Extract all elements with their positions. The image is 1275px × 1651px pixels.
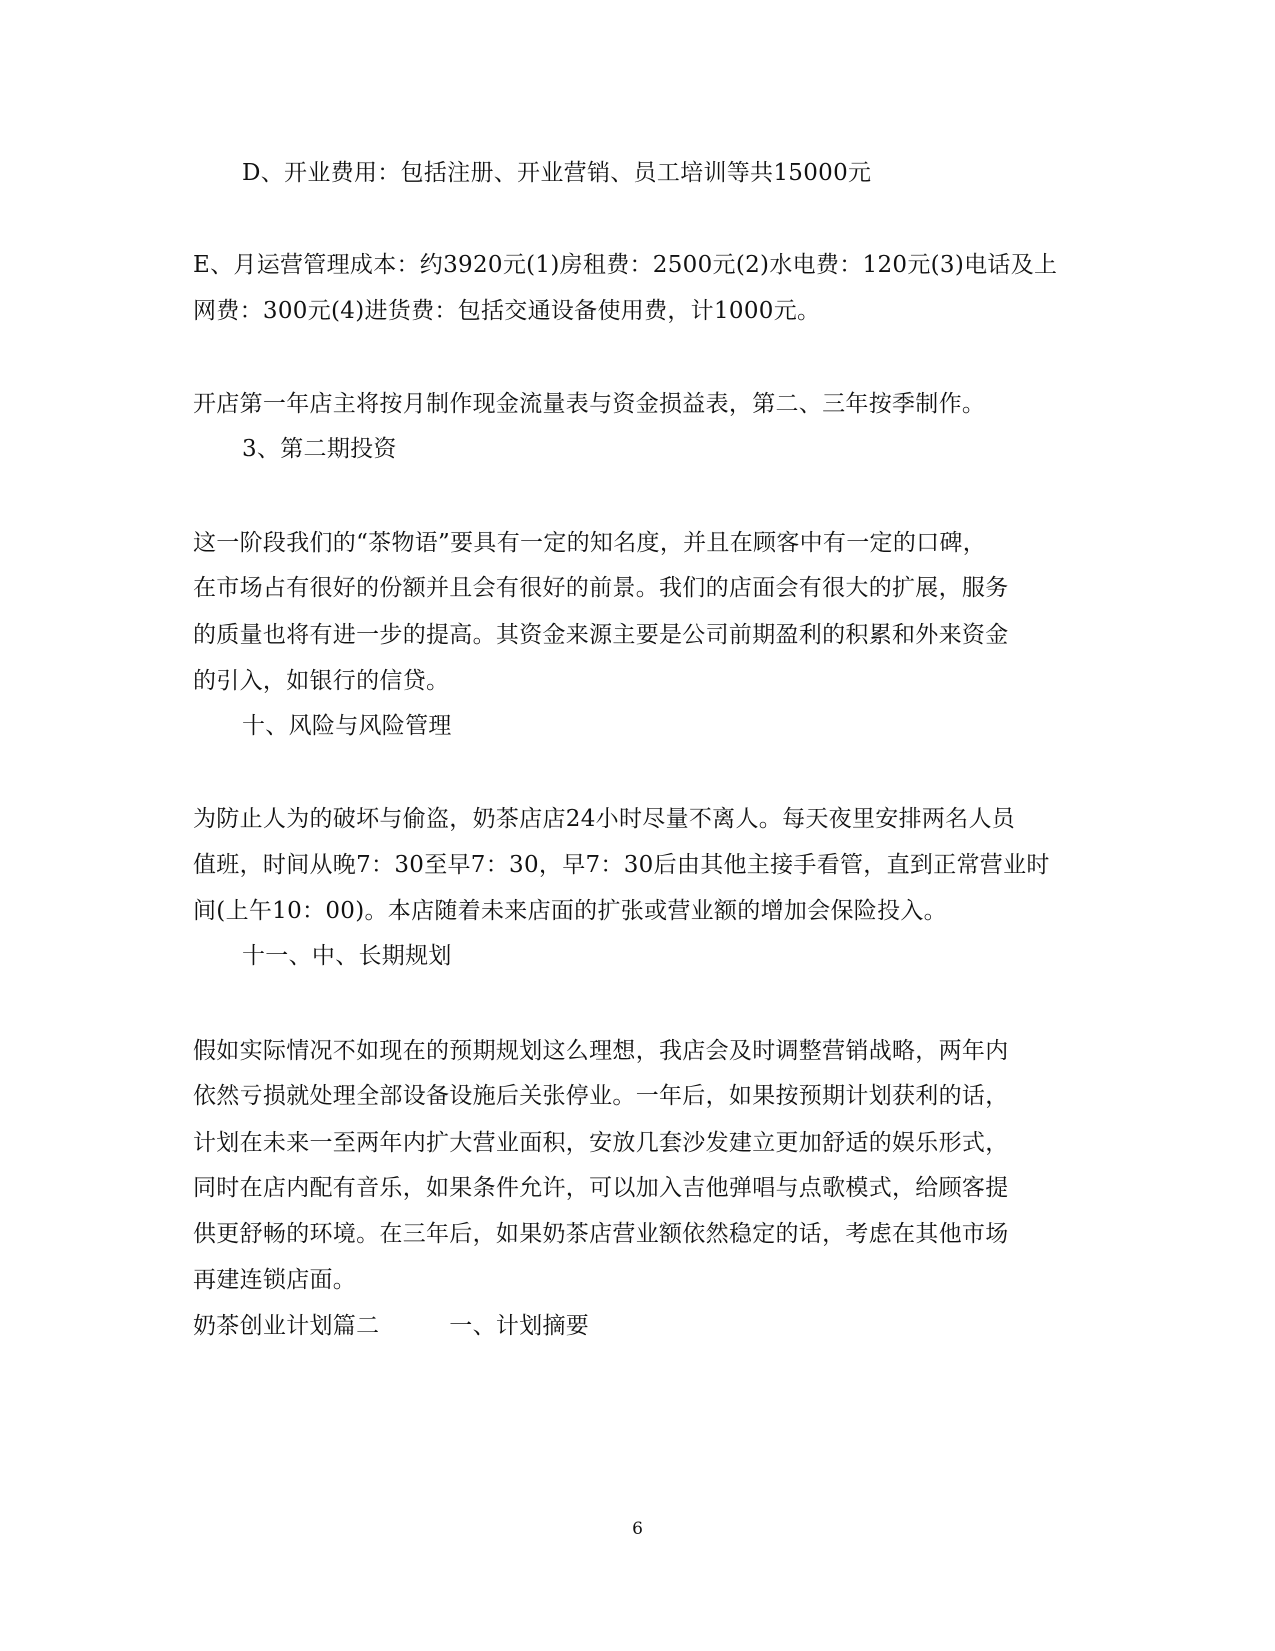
paragraph-line: 的质量也将有进一步的提高。其资金来源主要是公司前期盈利的积累和外来资金 bbox=[193, 622, 1009, 648]
paragraph-line: 依然亏损就处理全部设备设施后关张停业。一年后，如果按预期计划获利的话， bbox=[193, 1083, 1009, 1109]
paragraph-line: 计划在未来一至两年内扩大营业面积，安放几套沙发建立更加舒适的娱乐形式， bbox=[193, 1130, 1009, 1156]
paragraph-line: 开店第一年店主将按月制作现金流量表与资金损益表，第二、三年按季制作。 bbox=[193, 391, 986, 417]
paragraph-line: 供更舒畅的环境。在三年后，如果奶茶店营业额依然稳定的话，考虑在其他市场 bbox=[193, 1221, 1009, 1247]
section-heading: 十一、中、长期规划 bbox=[242, 943, 452, 969]
paragraph-line: 在市场占有很好的份额并且会有很好的前景。我们的店面会有很大的扩展，服务 bbox=[193, 575, 1009, 601]
section-heading: 十、风险与风险管理 bbox=[242, 713, 452, 739]
section-heading: 奶茶创业计划篇二 一、计划摘要 bbox=[193, 1313, 590, 1339]
paragraph-line: 为防止人为的破坏与偷盗，奶茶店店24小时尽量不离人。每天夜里安排两名人员 bbox=[193, 806, 1016, 832]
paragraph-line: 再建连锁店面。 bbox=[193, 1267, 357, 1293]
paragraph-line: 网费：300元(4)进货费：包括交通设备使用费，计1000元。 bbox=[193, 298, 821, 324]
paragraph-line: E、月运营管理成本：约3920元(1)房租费：2500元(2)水电费：120元(3)电话及上 bbox=[193, 252, 1058, 278]
paragraph-line: 间(上午10：00)。本店随着未来店面的扩张或营业额的增加会保险投入。 bbox=[193, 898, 947, 924]
paragraph-line: 同时在店内配有音乐，如果条件允许，可以加入吉他弹唱与点歌模式，给顾客提 bbox=[193, 1175, 1009, 1201]
paragraph-line: D、开业费用：包括注册、开业营销、员工培训等共15000元 bbox=[242, 160, 872, 186]
page-number: 6 bbox=[632, 1519, 643, 1539]
paragraph-line: 的引入，如银行的信贷。 bbox=[193, 668, 450, 694]
paragraph-line: 假如实际情况不如现在的预期规划这么理想，我店会及时调整营销战略，两年内 bbox=[193, 1038, 1009, 1064]
section-heading: 3、第二期投资 bbox=[242, 436, 397, 462]
paragraph-line: 这一阶段我们的“茶物语”要具有一定的知名度，并且在顾客中有一定的口碑， bbox=[193, 530, 987, 556]
paragraph-line: 值班，时间从晚7：30至早7：30，早7：30后由其他主接手看管，直到正常营业时 bbox=[193, 852, 1050, 878]
